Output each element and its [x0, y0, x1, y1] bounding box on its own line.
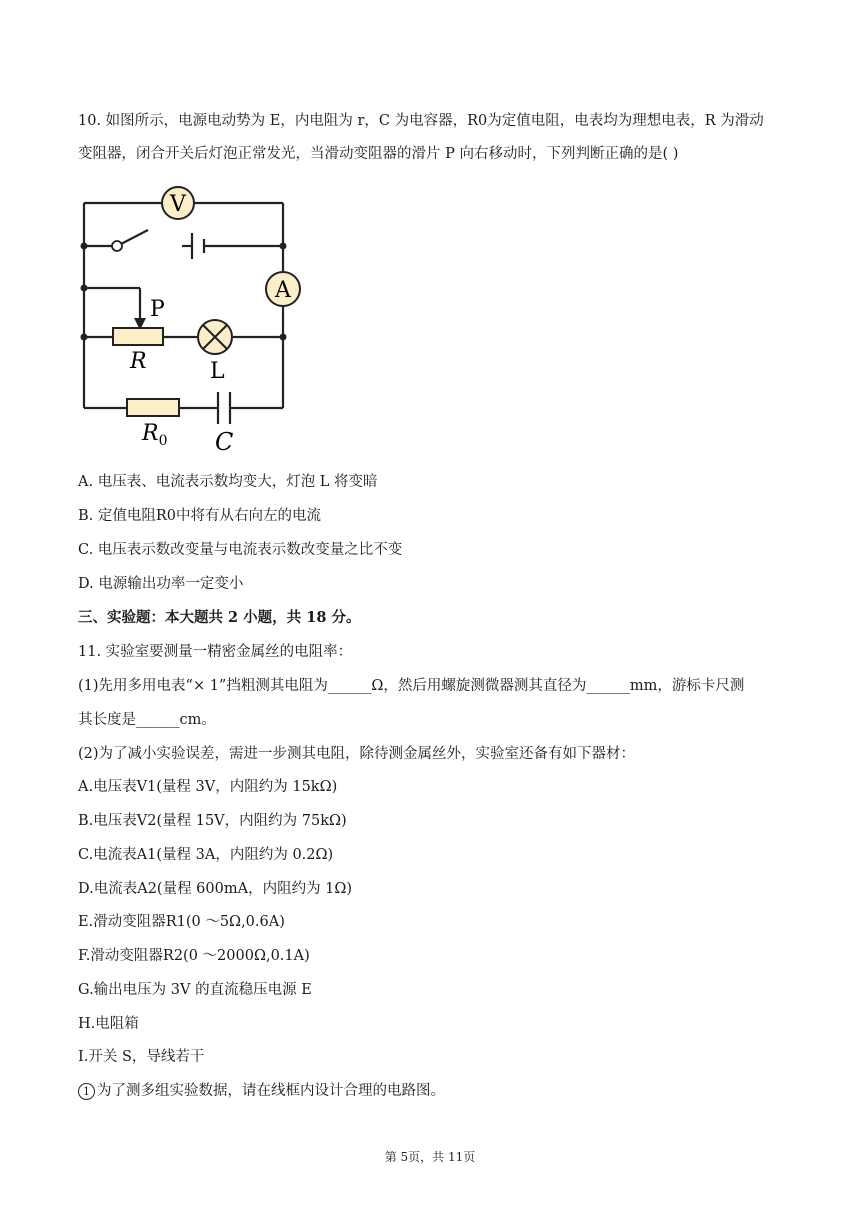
ammeter-label: A: [275, 278, 291, 303]
q10-stem-line1: 10. 如图所示，电源电动势为 E，内电阻为 r，C 为电容器，R0为定值电阻，电表均为理想电表，R 为滑动: [78, 113, 764, 129]
equipment-item: F.滑动变阻器R2(0 ～2000Ω,0.1A): [78, 948, 310, 964]
resistor-r0-symbol: [127, 399, 179, 416]
capacitor-label: C: [215, 428, 234, 456]
rheostat-label: R: [130, 349, 147, 374]
q11-part1-line2: 其长度是______cm。: [78, 712, 216, 728]
q10-stem-line2: 变阻器，闭合开关后灯泡正常发光，当滑动变阻器的滑片 P 向右移动时，下列判断正确的是( ): [78, 146, 679, 162]
resistor-r0-label: $R_0$: [142, 421, 168, 449]
equipment-item: G.输出电压为 3V 的直流稳压电源 E: [78, 982, 312, 998]
q11-subquestion-1: [78, 1081, 445, 1101]
equipment-item: C.电流表A1(量程 3A，内阻约为 0.2Ω): [78, 847, 334, 863]
equipment-item: H.电阻箱: [78, 1016, 139, 1032]
equipment-item: I.开关 S，导线若干: [78, 1049, 205, 1065]
slider-label: P: [150, 297, 165, 322]
q11-title: 11. 实验室要测量一精密金属丝的电阻率：: [78, 644, 353, 660]
q10-option-a: A. 电压表、电流表示数均变大，灯泡 L 将变暗: [78, 474, 378, 490]
q11-part1-line1: (1)先用多用电表“× 1”挡粗测其电阻为______Ω，然后用螺旋测微器测其直径为______mm，游标卡尺测: [78, 678, 745, 694]
q10-option-d: D. 电源输出功率一定变小: [78, 576, 244, 592]
lamp-label: L: [210, 359, 225, 384]
equipment-item: A.电压表V1(量程 3V，内阻约为 15kΩ): [78, 779, 338, 795]
rheostat-symbol: [113, 328, 163, 345]
circuit-diagram: [70, 180, 320, 460]
equipment-item: E.滑动变阻器R1(0 ～5Ω,0.6A): [78, 914, 285, 930]
voltmeter-label: V: [170, 192, 186, 217]
equipment-item: D.电流表A2(量程 600mA，内阻约为 1Ω): [78, 881, 353, 897]
q10-option-b: B. 定值电阻R0中将有从右向左的电流: [78, 508, 322, 524]
q10-option-c: C. 电压表示数改变量与电流表示数改变量之比不变: [78, 542, 403, 558]
equipment-item: B.电压表V2(量程 15V，内阻约为 75kΩ): [78, 813, 347, 829]
circled-number-marker: 1: [78, 1083, 95, 1100]
page-footer: 第 5页，共 11页: [384, 1150, 476, 1164]
q11-subquestion-1-text: 为了测多组实验数据，请在线框内设计合理的电路图。: [97, 1083, 445, 1099]
q11-part2-intro: (2)为了减小实验误差，需进一步测其电阻，除待测金属丝外，实验室还备有如下器材：: [78, 746, 636, 762]
section-heading: 三、实验题：本大题共 2 小题，共 18 分。: [78, 609, 361, 626]
lamp-symbol: [198, 320, 232, 354]
